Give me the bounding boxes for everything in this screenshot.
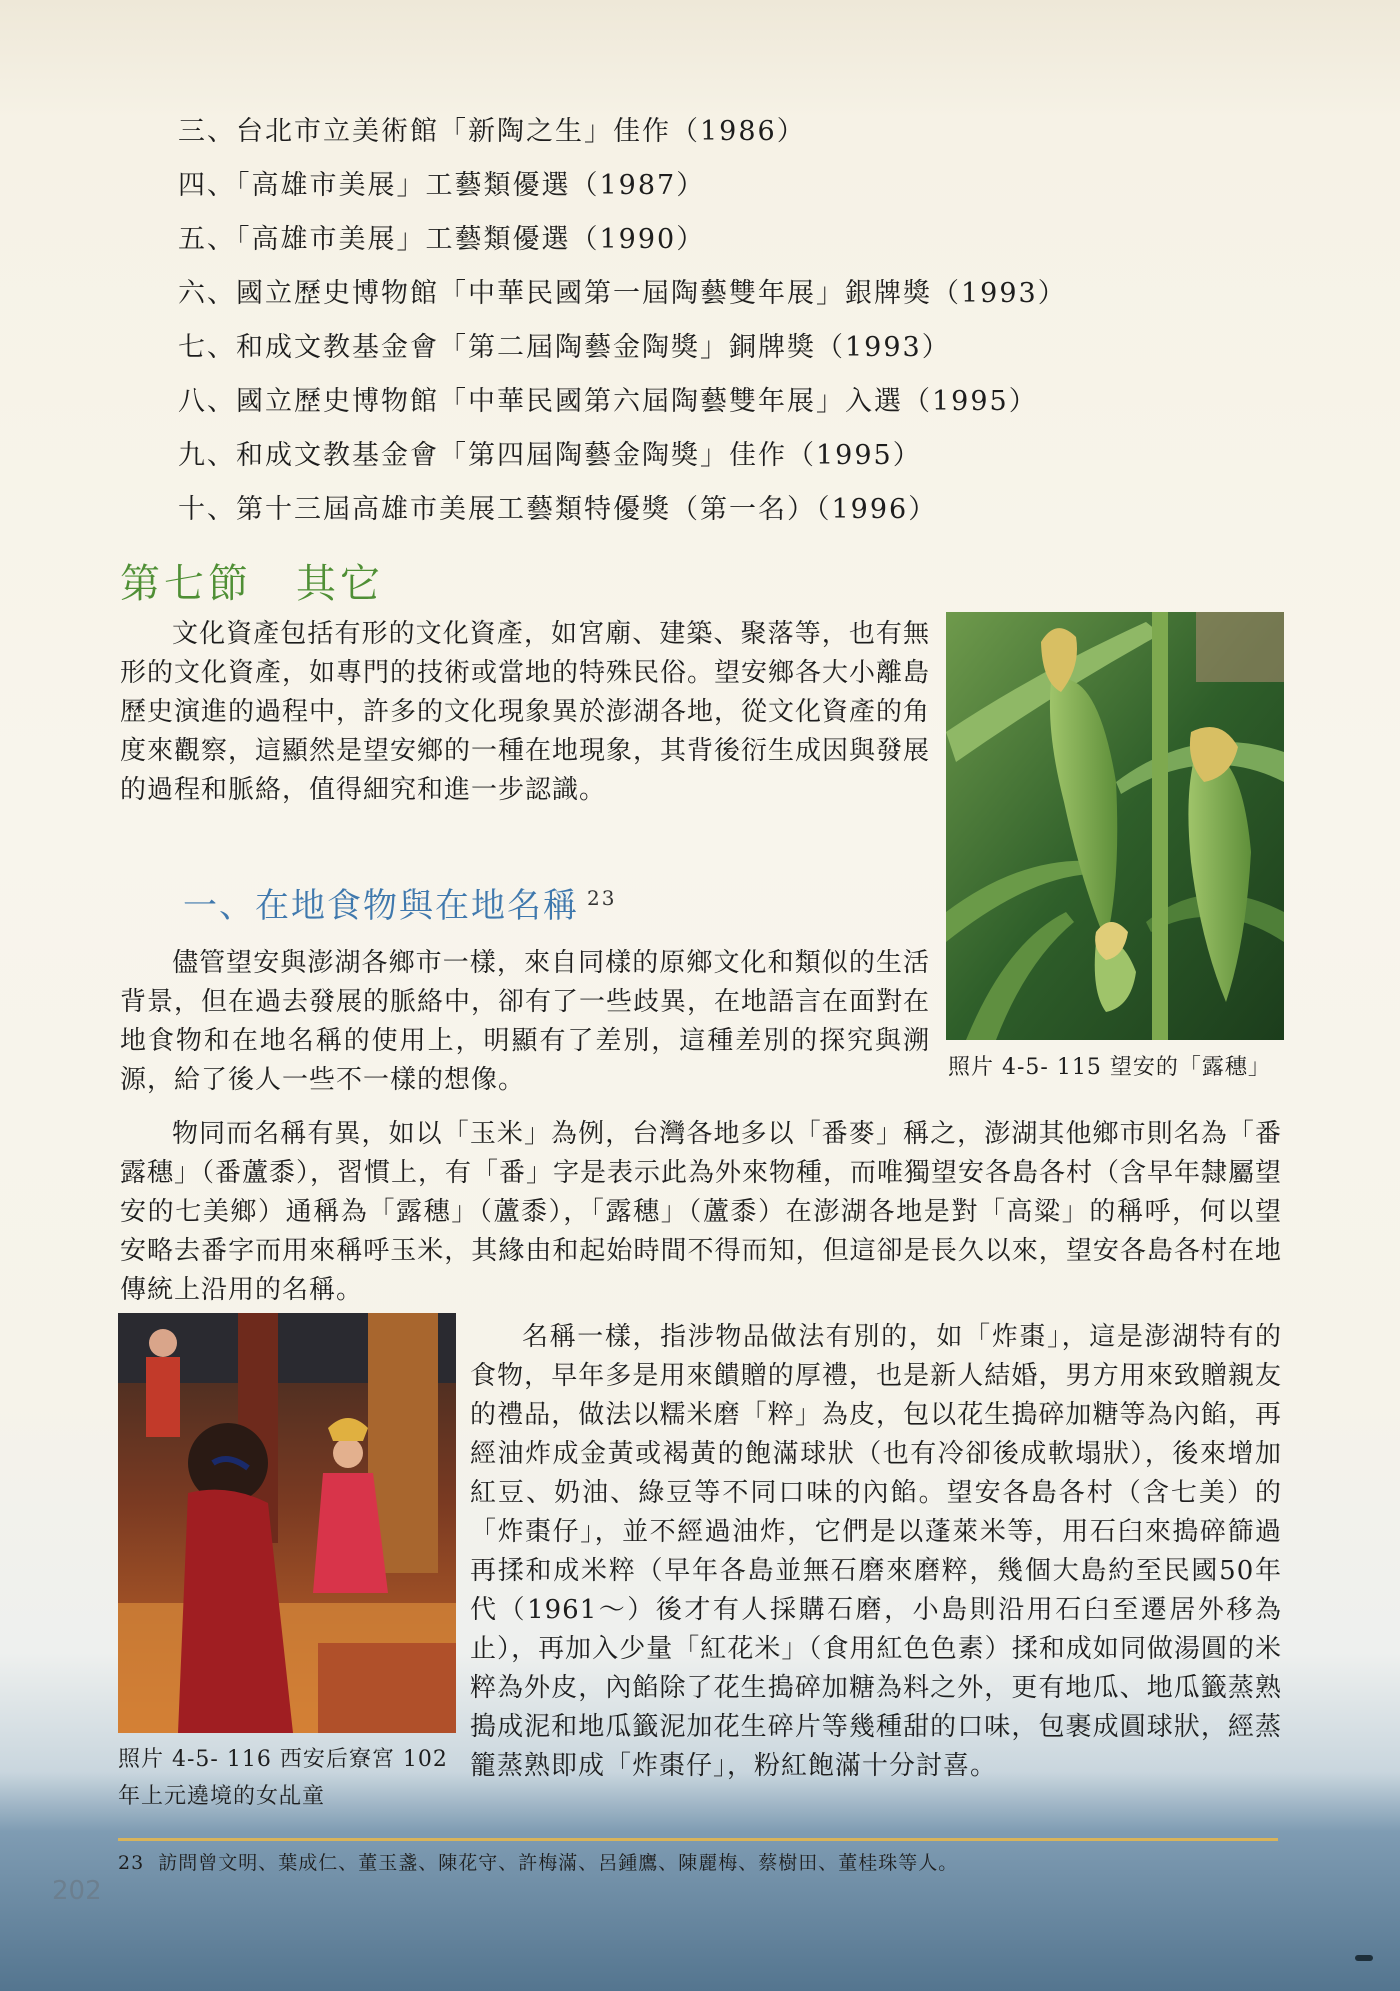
award-item: 九、和成文教基金會「第四屆陶藝金陶獎」佳作（1995） (178, 440, 922, 471)
award-item: 五、「高雄市美展」工藝類優選（1990） (178, 224, 706, 255)
temple-photo (118, 1313, 456, 1733)
footnote-text: 訪問曾文明、葉成仁、董玉盞、陳花守、許梅滿、呂鍾鷹、陳麗梅、蔡樹田、董桂珠等人。 (158, 1852, 959, 1874)
footnote-reference: 23 (587, 885, 617, 910)
award-item: 十、第十三屆高雄市美展工藝類特優獎（第一名）（1996） (178, 494, 938, 525)
subsection-title (183, 878, 616, 927)
page-number: 202 (52, 1876, 102, 1906)
award-item: 三、台北市立美術館「新陶之生」佳作（1986） (178, 116, 806, 147)
temple-photo-caption: 照片 4-5- 116 西安后寮宮 102 年上元遶境的女乩童 (118, 1747, 448, 1809)
award-item: 七、和成文教基金會「第二屆陶藝金陶獎」銅牌獎（1993） (178, 332, 951, 363)
temple-procession-illustration (118, 1313, 456, 1733)
names-paragraph: 物同而名稱有異，如以「玉米」為例，台灣各地多以「番麥」稱之，澎湖其他鄉市則名為「番露穗」（番蘆黍），習慣上，有「番」字是表示此為外來物種，而唯獨望安各島各村（含早年隸屬望安的七美鄉）通稱為「露穗」（蘆黍），「露穗」（蘆黍）在澎湖各地是對「高粱」的稱呼，何以望安略去番字而用來稱呼玉米，其緣由和起始時間不得而知，但這卻是長久以來，望安各島各村在地傳統上沿用的名稱。 (120, 1119, 1283, 1305)
award-item: 六、國立歷史博物館「中華民國第一屆陶藝雙年展」銀牌獎（1993） (178, 278, 1067, 309)
corn-photo-caption: 照片 4-5- 115 望安的「露穗」 (948, 1055, 1271, 1080)
awards-list (178, 110, 1278, 542)
intro-paragraph: 文化資產包括有形的文化資產，如宮廟、建築、聚落等，也有無形的文化資產，如專門的技術或當地的特殊民俗。望安鄉各大小離島歷史演進的過程中，許多的文化現象異於澎湖各地，從文化資產的角度來觀察，這顯然是望安鄉的一種在地現象，其背後衍生成因與發展的過程和脈絡，值得細究和進一步認識。 (120, 619, 931, 805)
award-item: 四、「高雄市美展」工藝類優選（1987） (178, 170, 706, 201)
corn-photo (946, 612, 1284, 1040)
award-item: 八、國立歷史博物館「中華民國第六屆陶藝雙年展」入選（1995） (178, 386, 1038, 417)
subsection-title-text: 一、在地食物與在地名稱 (183, 886, 579, 926)
boat-silhouette (1355, 1955, 1373, 1961)
corn-plant-illustration (946, 612, 1284, 1040)
zhazao-paragraph: 名稱一樣，指涉物品做法有別的，如「炸棗」，這是澎湖特有的食物，早年多是用來饋贈的厚禮，也是新人結婚，男方用來致贈親友的禮品，做法以糯米磨「粹」為皮，包以花生搗碎加糖等為內餡，再經油炸成金黃或褐黃的飽滿球狀（也有冷卻後成軟塌狀），後來增加紅豆、奶油、綠豆等不同口味的內餡。望安各島各村（含七美）的「炸棗仔」，並不經過油炸，它們是以蓬萊米等，用石臼來搗碎篩過再揉和成米粹（早年各島並無石磨來磨粹，幾個大島約至民國50年代（1961～）後才有人採購石磨，小島則沿用石臼至遷居外移為止），再加入少量「紅花米」（食用紅色色素）揉和成如同做湯圓的米粹為外皮，內餡除了花生搗碎加糖為料之外，更有地瓜、地瓜籤蒸熟搗成泥和地瓜籤泥加花生碎片等幾種甜的口味，包裹成圓球狀，經蒸籠蒸熟即成「炸棗仔」，粉紅飽滿十分討喜。 (470, 1322, 1282, 1781)
section-title: 第七節 其它 (120, 561, 384, 607)
footnote-divider (118, 1838, 1278, 1841)
footnote-number: 23 (118, 1852, 145, 1874)
footnote (118, 1848, 958, 1875)
local-paragraph: 儘管望安與澎湖各鄉市一樣，來自同樣的原鄉文化和類似的生活背景，但在過去發展的脈絡中，卻有了一些歧異，在地語言在面對在地食物和在地名稱的使用上，明顯有了差別，這種差別的探究與溯源，給了後人一些不一樣的想像。 (120, 948, 931, 1095)
